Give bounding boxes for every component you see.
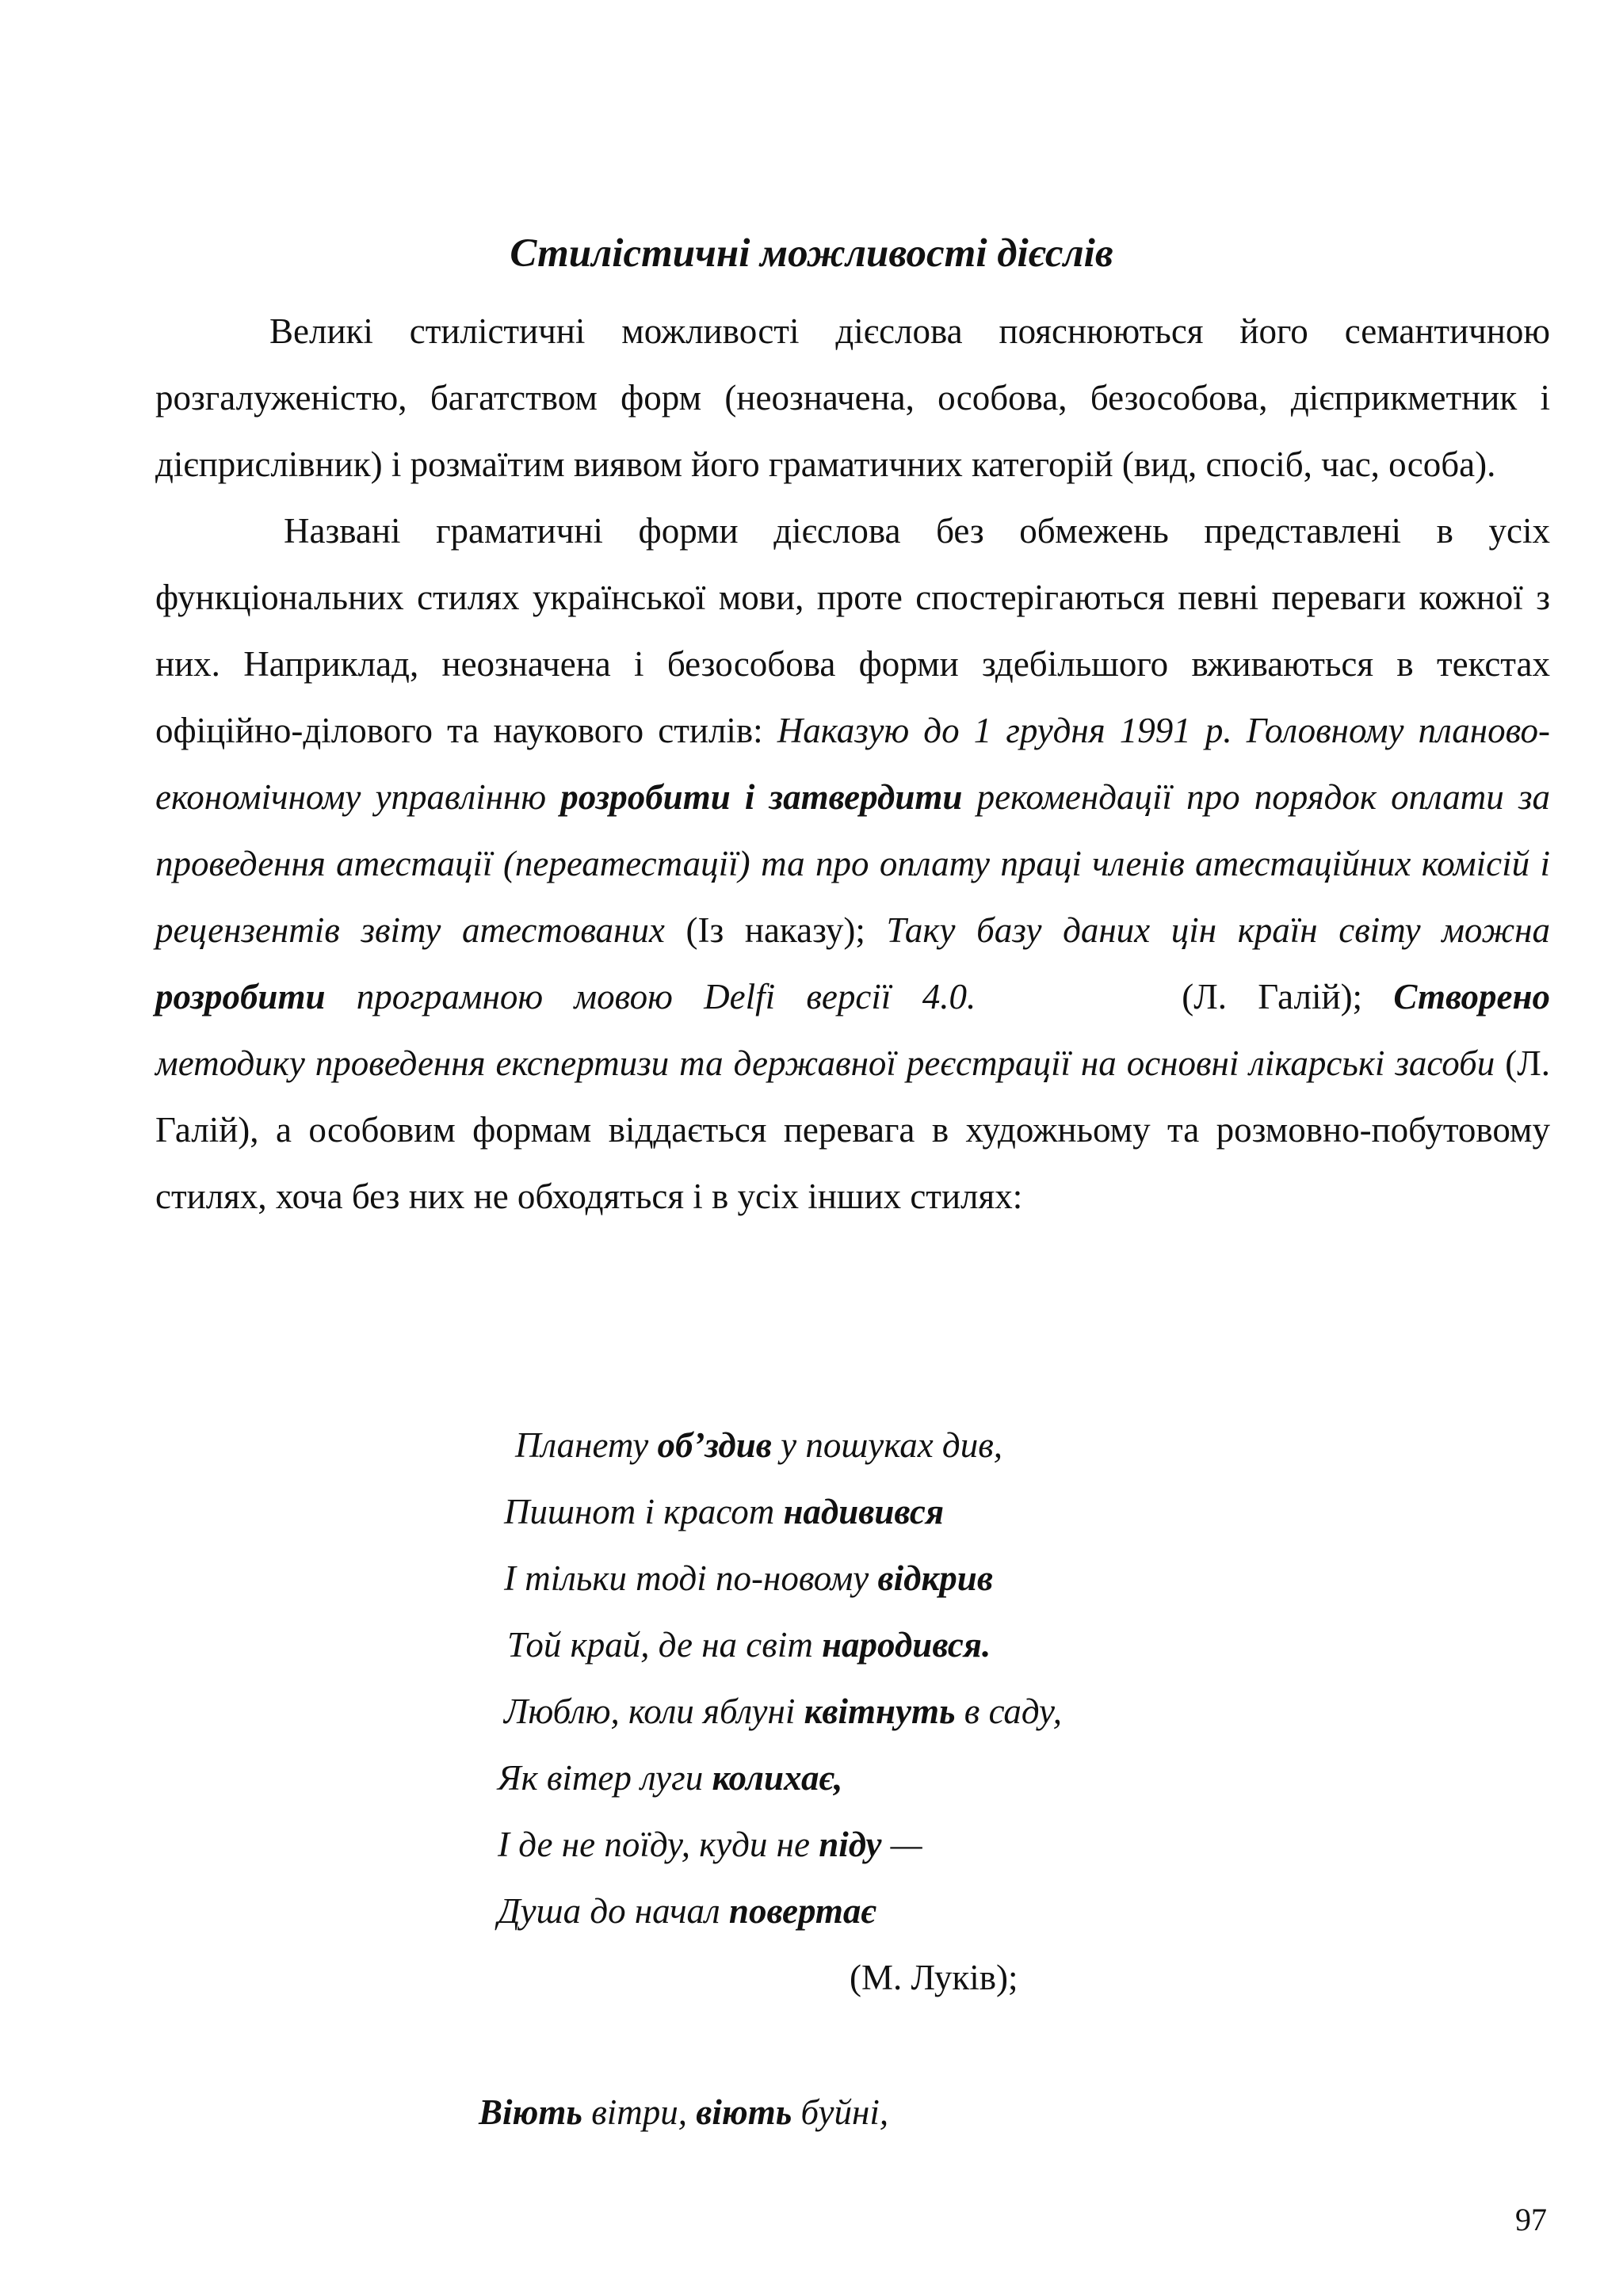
poem-line [498,1878,1062,1944]
poem-text: у пошуках див, [771,1425,1002,1465]
poem-line [498,1678,1062,1745]
poem-line [498,1478,1062,1545]
poem-text: Той край, де на світ [507,1625,823,1665]
poem-text: Планету [515,1425,658,1465]
poem-attribution: (М. Луків); [850,1958,1018,1997]
poem-text: Як вітер луги [498,1758,712,1798]
poem-verb: віють [696,2092,792,2132]
poem-line [498,1745,1062,1811]
text-run: (Л. Галій), а особовим формам віддається перевага в художньому та розмовно-побутовому стилях, хоча без них не обходяться і в усіх інших стилях: [155,1043,1550,1216]
poem-text: — [881,1825,922,1864]
text-run: Названі граматичні форми дієслова без обмежень представлені в усіх функціональних стилях української мови, проте спостерігаються певні переваги кожної з них. Наприклад, неозначена і безособова форми здебільшого вживаються в текстах офіційно-ділового та наукового стилів: [155,511,1550,750]
poem-line [498,1412,1062,1478]
poem-verb: народився. [822,1625,991,1665]
poem-verb: відкрив [877,1558,993,1598]
italic-quote: Таку базу даних цін країн світу можна [886,910,1550,950]
poem-verb: надивився [783,1492,945,1531]
body-text [155,298,1550,1230]
bold-verb: розробити і затвердити [560,777,963,817]
source-note: (Л. Галій); [1182,977,1394,1016]
poem-verb: квітнуть [804,1691,956,1731]
italic-quote: рекомендації про порядок оплати за проведення атестації (переатестації) та про оплату праці членів атестаційних комісій і рецензентів звіту атестованих [155,777,1550,950]
poem-line [498,1811,1062,1878]
poem-text: буйні, [792,2092,889,2132]
poem-text: в саду, [955,1691,1063,1731]
italic-quote: програмною мовою Delfi версії 4.0. [325,977,976,1016]
poem-second-line [479,2079,888,2145]
poem-line [498,1545,1062,1611]
poem-verb: об’здив [657,1425,772,1465]
poem-text: І де не поїду, куди не [498,1825,819,1864]
bold-verb: Створено [1393,977,1550,1016]
poem-block [498,1412,1062,1944]
page-number: 97 [1515,2202,1547,2237]
poem-text: Пишнот і красот [504,1492,784,1531]
poem-verb: піду [819,1825,882,1864]
poem-text: Душа до начал [498,1891,729,1931]
paragraph-intro: Великі стилістичні можливості дієслова пояснюються його семантичною розгалуженістю, багатством форм (неозначена, особова, безособова, дієприкметник і дієприслівник) і розмаїтим виявом його граматичних категорій (вид, спосіб, час, особа). [155,311,1550,484]
paragraph-examples [155,498,1550,1230]
poem-text: І тільки тоді по-новому [504,1558,878,1598]
poem-text: Люблю, коли яблуні [504,1691,804,1731]
poem-verb: повертає [728,1891,876,1931]
poem-text: вітри, [582,2092,697,2132]
section-title: Стилістичні можливості дієслів [510,231,1113,276]
italic-quote: Наказую до 1 грудня 1991 р. Головному планово-економічному управлінню [155,711,1550,817]
poem-line [498,1611,1062,1678]
italic-quote: методику проведення експертизи та державної реєстрації на основні лікарські засоби [155,1043,1495,1083]
poem-verb: Віють [479,2092,582,2132]
poem-verb: колихає, [712,1758,843,1798]
bold-verb: розробити [155,977,326,1016]
source-note: (Із наказу); [664,910,887,950]
